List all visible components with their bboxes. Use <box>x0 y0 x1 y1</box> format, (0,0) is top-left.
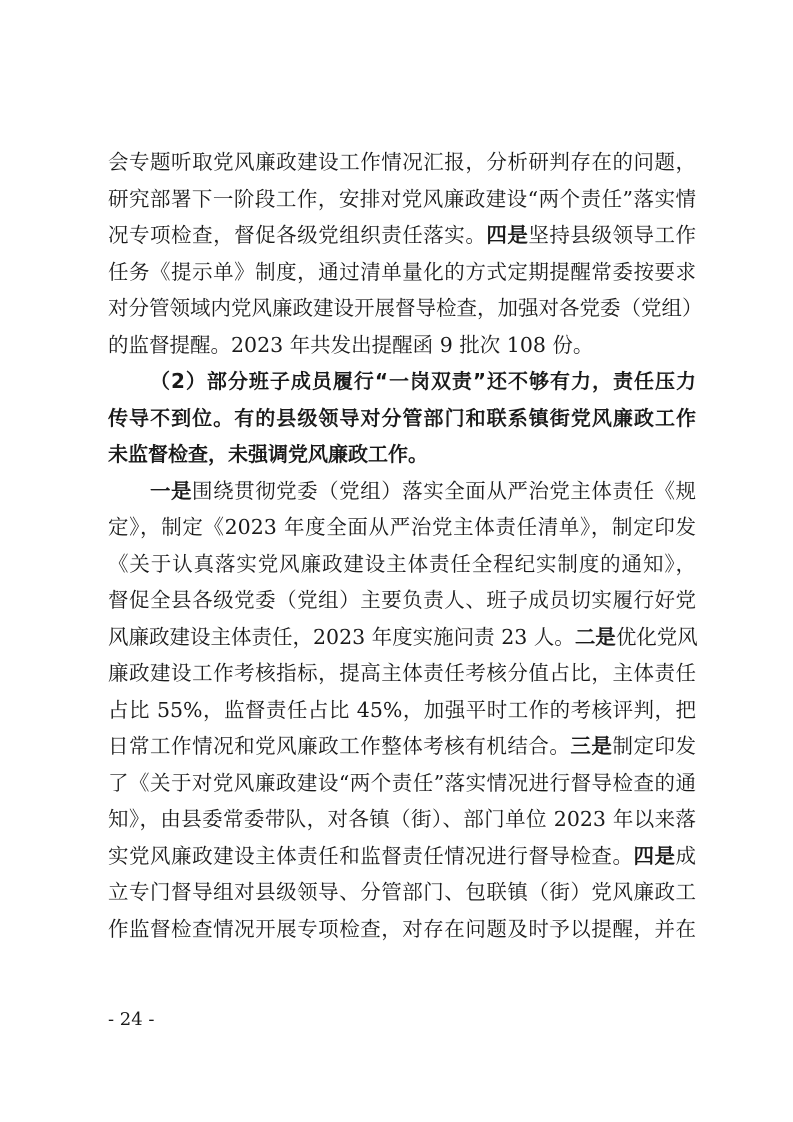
text-line-19: 知》，由县委常委带队，对各镇（街）、部门单位 2023 年以来落 <box>108 807 696 831</box>
emphasis-marker: 三是 <box>570 734 613 758</box>
text-line-12: 《关于认真落实党风廉政建设主体责任全程纪实制度的通知》， <box>108 551 696 576</box>
text-line-6: 的监督提醒。2023 年共发出提醒函 9 批次 108 份。 <box>108 332 594 357</box>
text-line-15: 廉政建设工作考核指标，提高主体责任考核分值占比，主体责任 <box>108 661 696 685</box>
text-line-5: 对分管领域内党风廉政建设开展督导检查，加强对各党委（党组） <box>108 296 703 320</box>
emphasis-marker: 四是 <box>633 843 676 868</box>
emphasis-marker: 二是 <box>574 624 616 649</box>
text-line-13: 督促全县各级党委（党组）主要负责人、班子成员切实履行好党 <box>108 588 696 612</box>
emphasis-marker: 一是 <box>150 478 193 503</box>
text-line-11: 定》，制定《2023 年度全面从严治党主体责任清单》，制定印发 <box>108 515 696 539</box>
section-heading-line-1: （2）部分班子成员履行“一岗双责”还不够有力，责任压力 <box>150 369 696 393</box>
text-line-20: 实党风廉政建设主体责任和监督责任情况进行督导检查。四是成 <box>108 843 697 868</box>
section-heading-line-3: 未监督检查，未强调党风廉政工作。 <box>108 442 428 466</box>
text-line-3: 况专项检查，督促各级党组织责任落实。四是坚持县级领导工作 <box>108 223 697 247</box>
text-line-17: 日常工作情况和党风廉政工作整体考核有机结合。三是制定印发 <box>108 734 697 758</box>
text-line-18: 了《关于对党风廉政建设“两个责任”落实情况进行督导检查的通 <box>108 770 696 795</box>
text-line-22: 作监督检查情况开展专项检查，对存在问题及时予以提醒，并在 <box>108 916 696 941</box>
text-line-4: 任务《提示单》制度，通过清单量化的方式定期提醒常委按要求 <box>108 259 696 284</box>
page-number: - 24 - <box>108 1009 155 1030</box>
text-line-1: 会专题听取党风廉政建设工作情况汇报，分析研判存在的问题， <box>108 150 696 174</box>
body-text <box>108 144 703 947</box>
text-line-10: 一是围绕贯彻党委（党组）落实全面从严治党主体责任《规 <box>150 478 697 503</box>
text-line-2: 研究部署下一阶段工作，安排对党风廉政建设“两个责任”落实情 <box>108 186 696 211</box>
text-line-14: 风廉政建设主体责任，2023 年度实施问责 23 人。二是优化党风 <box>108 624 698 649</box>
section-heading-line-2: 传导不到位。有的县级领导对分管部门和联系镇街党风廉政工作 <box>108 405 696 430</box>
emphasis-marker: 四是 <box>486 223 529 247</box>
text-line-16: 占比 55%，监督责任占比 45%，加强平时工作的考核评判，把 <box>108 697 696 722</box>
text-line-21: 立专门督导组对县级领导、分管部门、包联镇（街）党风廉政工 <box>108 880 696 904</box>
